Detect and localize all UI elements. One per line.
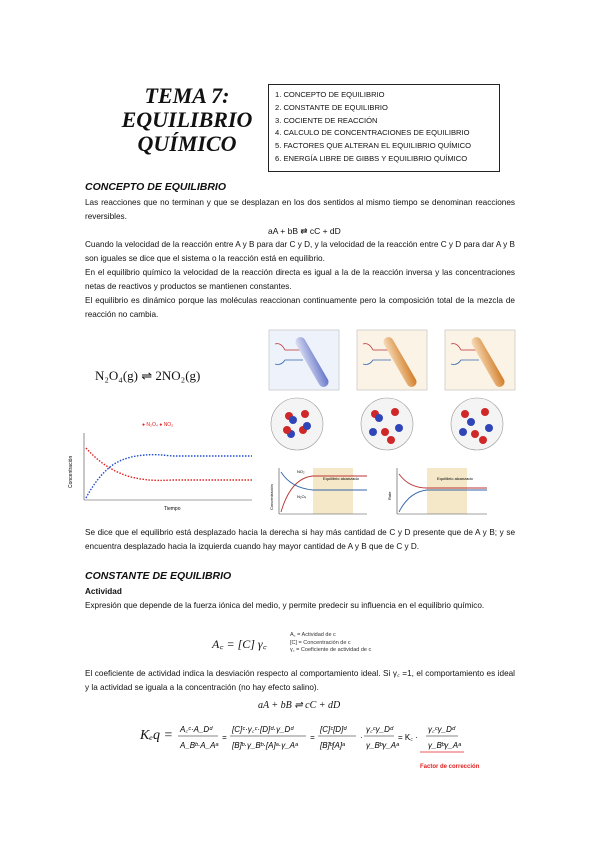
section-heading-constante: CONSTANTE DE EQUILIBRIO (85, 570, 232, 582)
toc-item: 2. CONSTANTE DE EQUILIBRIO (275, 102, 388, 112)
document-title (112, 84, 262, 156)
equilibrium-figure (267, 328, 519, 524)
molecules-circle-2 (361, 398, 413, 450)
label-n2o4: N₂O₄ (297, 494, 307, 499)
toc-item: 5. FACTORES QUE ALTERAN EL EQUILIBRIO QUÍMICO (275, 141, 472, 151)
equilibrium-equation: aA + bB ⇌ cC + dD (258, 700, 341, 711)
molecules-circle-3 (451, 398, 503, 450)
reaction-equation: aA + bB ⇄ cC + dD (268, 226, 341, 236)
graph-legend: ● N₂O₄ ● NO₂ (142, 422, 174, 428)
paragraph: El coeficiente de actividad indica la desviación respecto al comportamiento ideal. Si γ꜀ =1, el comportamiento es ideal y la actividad se iguala a la concentración (no hay efecto salino). (85, 669, 515, 692)
panel-2 (357, 330, 427, 390)
title-line-1: TEMA 7: (144, 83, 230, 108)
sub-y-axis: Concentración (269, 484, 274, 510)
table-of-contents (268, 84, 500, 172)
paragraph: El equilibrio es dinámico porque las moléculas reaccionan continuamente pero la composición total de la mezcla de reacción no cambia. (85, 296, 515, 319)
no2-curve (86, 455, 252, 498)
svg-text:γ_Bᵇγ_Aᵃ: γ_Bᵇγ_Aᵃ (366, 741, 399, 750)
panel-3 (445, 330, 515, 390)
n2o4-curve (86, 448, 252, 480)
svg-text:γ꜀ᶜγ_Dᵈ: γ꜀ᶜγ_Dᵈ (428, 725, 456, 734)
svg-text:A_Bᵇ·A_Aᵃ: A_Bᵇ·A_Aᵃ (180, 741, 219, 750)
concentration-graph (62, 418, 262, 518)
rate-axis: Rate (387, 491, 392, 500)
paragraph: Cuando la velocidad de la reacción entre A y B para dar C y D, y la velocidad de la reacción entre C y D para dar A y B son iguales se dice que el sistema o la reacción está en equilibrio. (85, 240, 515, 263)
svg-text:[C]ᶜ[D]ᵈ: [C]ᶜ[D]ᵈ (320, 725, 347, 734)
svg-text:·: · (360, 733, 363, 742)
panel-1 (269, 330, 339, 390)
svg-text:[B]ᵇ[A]ᵃ: [B]ᵇ[A]ᵃ (320, 741, 345, 750)
svg-text:= K꜀ ·: = K꜀ · (398, 733, 418, 742)
y-axis-label: Concentración (68, 455, 74, 488)
x-axis-label: Tiempo (164, 506, 181, 512)
title-line-2: EQUILIBRIO (121, 107, 253, 132)
paragraph: En el equilibrio químico la velocidad de la reacción directa es igual a la de la reacción inversa y las concentraciones netas de reactivos y productos se mantienen constantes. (85, 268, 515, 291)
svg-text:A꜀ᶜ·A_Dᵈ: A꜀ᶜ·A_Dᵈ (180, 725, 213, 734)
legend-item: γ꜀ = Coeficiente de actividad de c (290, 647, 372, 653)
label-no2: NO₂ (297, 469, 305, 474)
rate-label-equilibrium: Equilibrio alcanzado (437, 476, 473, 481)
subheading-actividad: Actividad (85, 587, 122, 596)
keq-expression (176, 718, 486, 758)
svg-text:γ_Bᵇγ_Aᵃ: γ_Bᵇγ_Aᵃ (428, 741, 461, 750)
svg-text:[C]ᶜ·γ꜀ᶜ·[D]ᵈ·γ_Dᵈ: [C]ᶜ·γ꜀ᶜ·[D]ᵈ·γ_Dᵈ (232, 725, 294, 734)
correction-factor-label: Factor de corrección (420, 764, 480, 770)
svg-text:=: = (222, 733, 227, 742)
toc-item: 4. CALCULO DE CONCENTRACIONES DE EQUILIBRIO (275, 128, 470, 138)
legend-item: [C] = Concentración de c (290, 639, 351, 646)
section-heading-concepto: CONCEPTO DE EQUILIBRIO (85, 181, 226, 193)
reaction-n2o4: N₂O₄(g) ⇌ 2NO₂(g) (95, 368, 201, 383)
paragraph: Las reacciones que no terminan y que se desplazan en los dos sentidos al mismo tiempo se denominan reacciones reversibles. (85, 198, 515, 221)
keq-label: Kₑq = (140, 728, 173, 743)
title-line-3: QUÍMICO (137, 131, 237, 156)
activity-legend (290, 632, 371, 655)
toc-item: 6. ENERGÍA LIBRE DE GIBBS Y EQUILIBRIO QUÍMICO (275, 153, 468, 163)
activity-equation: A꜀ = [C] γ꜀ (212, 637, 267, 651)
svg-text:=: = (310, 733, 315, 742)
paragraph: Se dice que el equilibrio está desplazado hacia la derecha si hay más cantidad de C y D presente que de A y B; y se encuentra desplazado hacia la izquierda cuando hay mayor cantidad de A y B que de C y D. (85, 528, 515, 551)
svg-text:γ꜀ᶜγ_Dᵈ: γ꜀ᶜγ_Dᵈ (366, 725, 394, 734)
toc-item: 3. COCIENTE DE REACCIÓN (275, 115, 378, 125)
svg-text:[B]ᵇ·γ_Bᵇ·[A]ᵃ·γ_Aᵃ: [B]ᵇ·γ_Bᵇ·[A]ᵃ·γ_Aᵃ (232, 741, 298, 750)
label-equilibrium: Equilibrio alcanzado (323, 476, 359, 481)
molecules-circle-1 (271, 398, 323, 450)
paragraph: Expresión que depende de la fuerza iónica del medio, y permite predecir su influencia en el equilibrio químico. (85, 601, 485, 610)
toc-item: 1. CONCEPTO DE EQUILIBRIO (275, 90, 385, 99)
legend-item: A꜀ = Actividad de c (290, 632, 336, 638)
